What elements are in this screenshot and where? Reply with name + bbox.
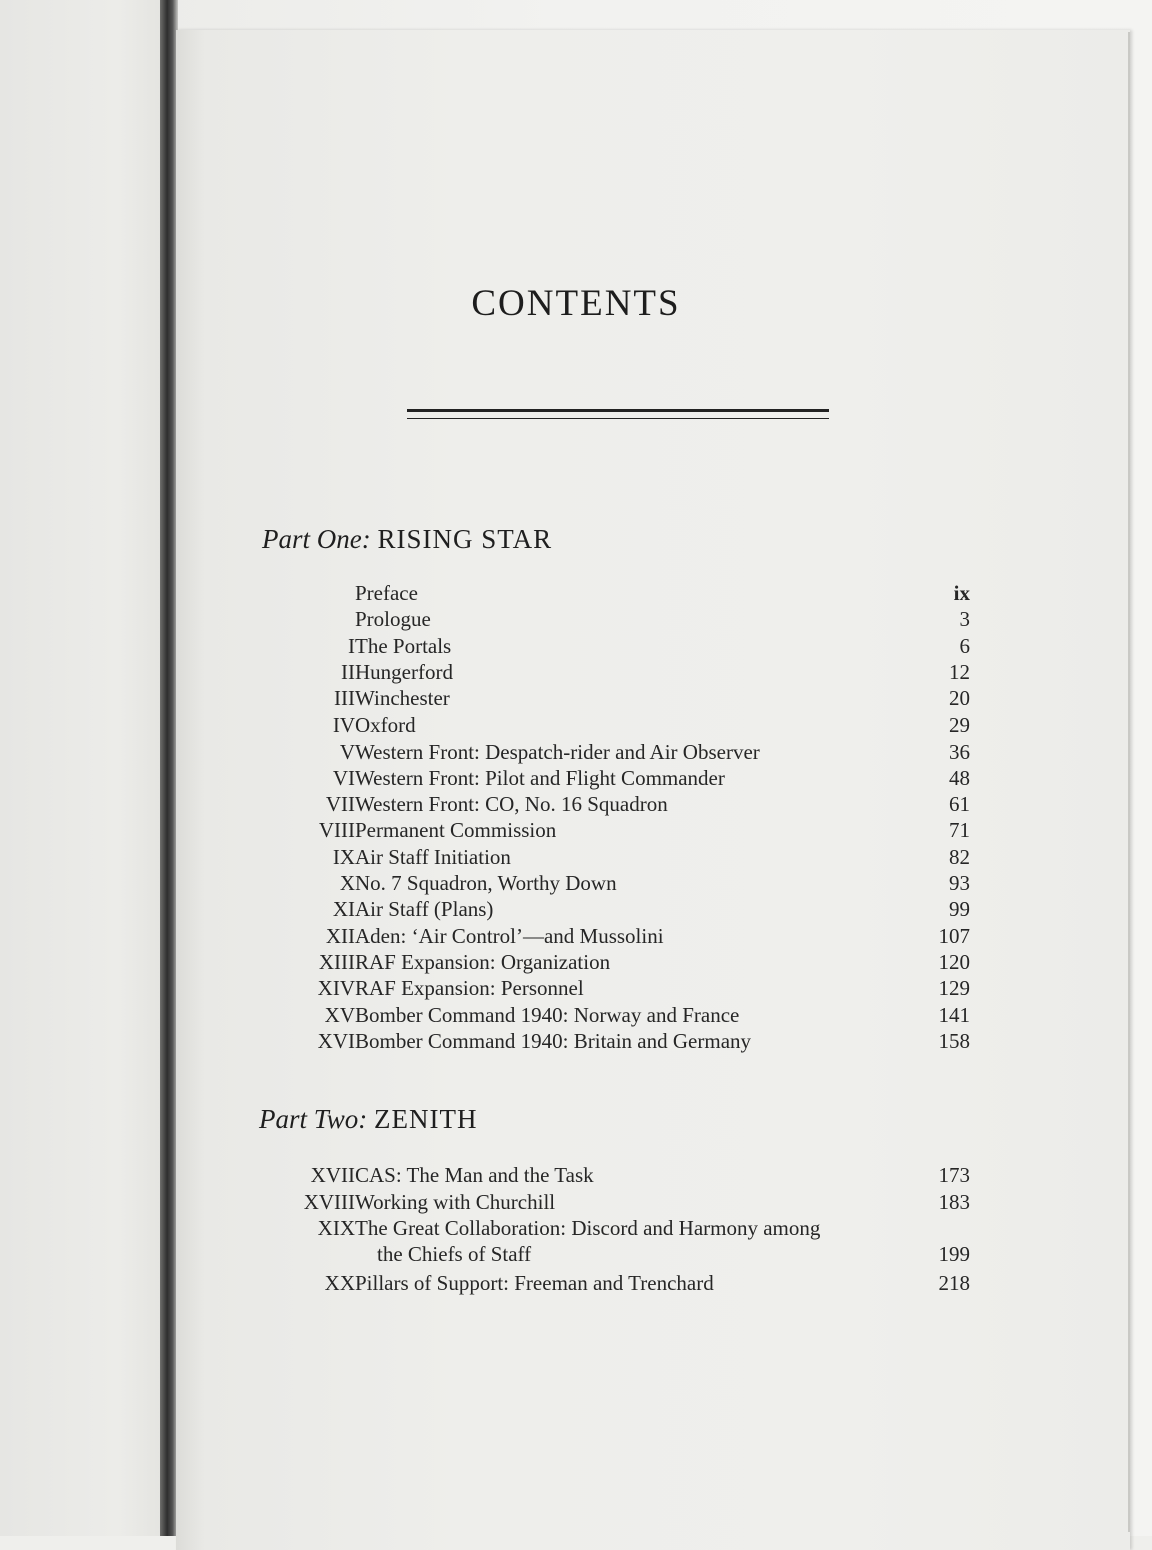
page-number: 93 <box>949 871 970 895</box>
part-two-name: ZENITH <box>374 1104 478 1134</box>
page-number: 158 <box>938 1029 970 1053</box>
chapter-title: Bomber Command 1940: Norway and France <box>355 1003 740 1027</box>
toc-entry <box>220 1163 970 1189</box>
page-number: 12 <box>949 660 970 684</box>
chapter-number: XVI <box>317 1029 355 1053</box>
part-one-name: RISING STAR <box>377 524 553 554</box>
chapter-number: IX <box>332 845 355 869</box>
toc-entry <box>220 1190 970 1216</box>
part-two-label: Part Two: <box>259 1104 368 1134</box>
toc-entry <box>220 950 970 976</box>
chapter-title-continuation: the Chiefs of Staff <box>377 1242 532 1266</box>
chapter-title: No. 7 Squadron, Worthy Down <box>355 871 617 895</box>
page-number: 61 <box>949 792 970 816</box>
title-rule-thin <box>407 418 829 419</box>
previous-page <box>0 0 168 1536</box>
page-number: 218 <box>938 1271 970 1295</box>
chapter-number: V <box>339 740 355 764</box>
chapter-number: VII <box>325 792 355 816</box>
chapter-number: XIX <box>317 1216 355 1240</box>
page-number: 120 <box>938 950 970 974</box>
chapter-number: I <box>348 634 355 658</box>
part-one-heading <box>262 524 552 555</box>
page-number: 173 <box>938 1163 970 1187</box>
toc-entry <box>220 1003 970 1029</box>
page-number: 3 <box>959 607 970 631</box>
chapter-title: RAF Expansion: Personnel <box>355 976 584 1000</box>
page-number: 141 <box>938 1003 970 1027</box>
chapter-title: Bomber Command 1940: Britain and Germany <box>355 1029 752 1053</box>
toc-entry <box>220 845 970 871</box>
toc-entry <box>220 1271 970 1297</box>
toc-entry <box>220 897 970 923</box>
chapter-title: Oxford <box>355 713 416 737</box>
page-number: 48 <box>949 766 970 790</box>
chapter-number: XVIII <box>303 1190 355 1214</box>
toc-entry <box>220 740 970 766</box>
page-number: 36 <box>949 740 970 764</box>
chapter-number: VIII <box>318 818 355 842</box>
chapter-title: Prologue <box>355 607 431 631</box>
page-number: 183 <box>938 1190 970 1214</box>
chapter-title: Western Front: Despatch-rider and Air Observer <box>355 740 760 764</box>
page-number: 29 <box>949 713 970 737</box>
chapter-number: VI <box>332 766 355 790</box>
page-number: ix <box>953 581 970 605</box>
chapter-title: CAS: The Man and the Task <box>355 1163 594 1187</box>
page-number: 107 <box>938 924 970 948</box>
toc-entry <box>220 660 970 686</box>
chapter-number: III <box>334 686 355 710</box>
chapter-number: IV <box>332 713 355 737</box>
toc-entry <box>220 792 970 818</box>
page-number: 82 <box>949 845 970 869</box>
toc-entry <box>220 1216 970 1270</box>
toc-entry <box>220 686 970 712</box>
toc-entry <box>220 924 970 950</box>
chapter-title: Winchester <box>355 686 450 710</box>
toc-entry <box>220 871 970 897</box>
chapter-number: XX <box>324 1271 355 1295</box>
chapter-number: XV <box>324 1003 355 1027</box>
page-number: 199 <box>938 1242 970 1266</box>
chapter-number: XIV <box>317 976 355 1000</box>
page-edge <box>1128 32 1130 1532</box>
chapter-title: Western Front: CO, No. 16 Squadron <box>355 792 668 816</box>
chapter-title: Working with Churchill <box>355 1190 556 1214</box>
part-one-label: Part One: <box>262 524 371 554</box>
chapter-title: Preface <box>355 581 418 605</box>
chapter-number: XVII <box>310 1163 355 1187</box>
toc-entry <box>220 766 970 792</box>
page-title: CONTENTS <box>471 283 681 324</box>
toc-entry <box>220 713 970 739</box>
title-rule-thick <box>407 409 829 412</box>
toc-entry <box>220 1029 970 1055</box>
chapter-title: Hungerford <box>355 660 453 684</box>
chapter-number: XII <box>325 924 355 948</box>
toc-entry <box>220 634 970 660</box>
toc-entry <box>220 976 970 1002</box>
chapter-title: Air Staff (Plans) <box>355 897 494 921</box>
page-number: 20 <box>949 686 970 710</box>
chapter-title: The Great Collaboration: Discord and Harmony among <box>355 1216 821 1240</box>
toc-entry <box>220 607 970 633</box>
chapter-number: II <box>341 660 355 684</box>
chapter-number: XIII <box>318 950 355 974</box>
chapter-title: Permanent Commission <box>355 818 557 842</box>
part-two-heading <box>259 1104 477 1135</box>
toc-entry <box>220 818 970 844</box>
page-number: 6 <box>959 634 970 658</box>
page-number: 71 <box>949 818 970 842</box>
chapter-title: Western Front: Pilot and Flight Commander <box>355 766 725 790</box>
chapter-title: Pillars of Support: Freeman and Trenchard <box>355 1271 714 1295</box>
page-number: 129 <box>938 976 970 1000</box>
chapter-number: XI <box>332 897 355 921</box>
chapter-title: Air Staff Initiation <box>355 845 511 869</box>
toc-entry <box>220 581 970 607</box>
page-number: 99 <box>949 897 970 921</box>
chapter-title: Aden: ‘Air Control’—and Mussolini <box>355 924 664 948</box>
chapter-title: The Portals <box>355 634 452 658</box>
chapter-number: X <box>339 871 355 895</box>
chapter-title: RAF Expansion: Organization <box>355 950 611 974</box>
